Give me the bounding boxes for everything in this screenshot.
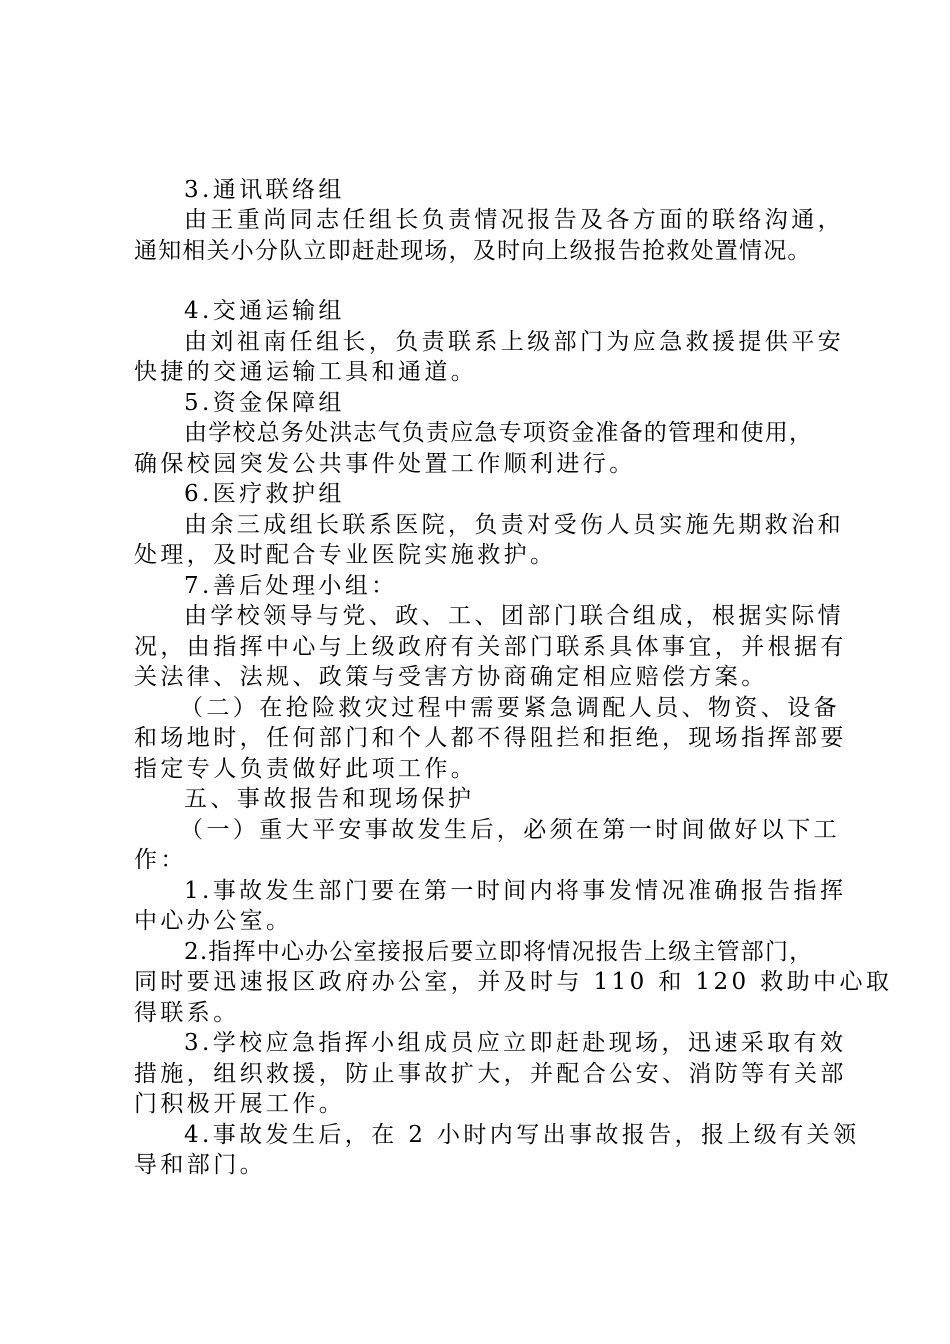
section-5-line-2: 确保校园突发公共事件处置工作顺利进行。 — [134, 451, 636, 477]
item-2-line-1: 2.指挥中心办公室接报后要立即将情况报告上级主管部门， — [184, 939, 814, 965]
section-heading-5: 五、事故报告和现场保护 — [184, 786, 475, 812]
item-1-line-2: 中心办公室。 — [134, 908, 293, 934]
section-3-line-2: 通知相关小分队立即赶赴现场，及时向上级报告抢救处置情况。 — [134, 238, 812, 264]
section-7-line-3: 关法律、法规、政策与受害方协商确定相应赔偿方案。 — [134, 664, 768, 690]
section-6-line-1: 由余三成组长联系医院，负责对受伤人员实施先期救治和 — [184, 512, 844, 538]
section-4-title: 4.交通运输组 — [184, 298, 345, 324]
item-2-line-3: 得联系。 — [134, 1000, 240, 1026]
section-7-line-1: 由学校领导与党、政、工、团部门联合组成，根据实际情 — [184, 603, 844, 629]
item-3-line-1: 3.学校应急指挥小组成员应立即赶赴现场，迅速采取有效 — [184, 1030, 847, 1056]
item-3-line-2: 措施，组织救援，防止事故扩大，并配合公安、消防等有关部 — [134, 1061, 847, 1087]
section-6-title: 6.医疗救护组 — [184, 481, 345, 507]
item-3-line-3: 门积极开展工作。 — [134, 1091, 346, 1117]
section-6-line-2: 处理，及时配合专业医院实施救护。 — [134, 542, 557, 568]
section-3-line-1: 由王重尚同志任组长负责情况报告及各方面的联络沟通， — [184, 207, 844, 233]
para-2-line-2: 和场地时，任何部门和个人都不得阻拦和拒绝，现场指挥部要 — [134, 725, 847, 751]
section-5-line-1: 由学校总务处洪志气负责应急专项资金准备的管理和使用， — [184, 420, 814, 446]
item-1-line-1: 1.事故发生部门要在第一时间内将事发情况准确报告指挥 — [184, 878, 847, 904]
section-7-title: 7.善后处理小组： — [184, 573, 398, 599]
item-2-line-2: 同时要迅速报区政府办公室，并及时与 110 和 120 救助中心取 — [134, 969, 893, 995]
para-2-line-3: 指定专人负责做好此项工作。 — [134, 756, 478, 782]
para-2-line-1: （二）在抢险救灾过程中需要紧急调配人员、物资、设备 — [180, 695, 840, 721]
para-5-1-line-1: （一）重大平安事故发生后，必须在第一时间做好以下工 — [180, 817, 840, 843]
section-4-line-1: 由刘祖南任组长，负责联系上级部门为应急救援提供平安 — [184, 329, 844, 355]
item-4-line-2: 导和部门。 — [134, 1152, 266, 1178]
section-7-line-2: 况，由指挥中心与上级政府有关部门联系具体事宜，并根据有 — [134, 634, 847, 660]
item-4-line-1: 4.事故发生后，在 2 小时内写出事故报告，报上级有关领 — [184, 1122, 860, 1148]
section-5-title: 5.资金保障组 — [184, 390, 345, 416]
section-4-line-2: 快捷的交通运输工具和通道。 — [134, 359, 478, 385]
section-3-title: 3.通讯联络组 — [184, 177, 345, 203]
para-5-1-line-2: 作： — [134, 847, 187, 873]
